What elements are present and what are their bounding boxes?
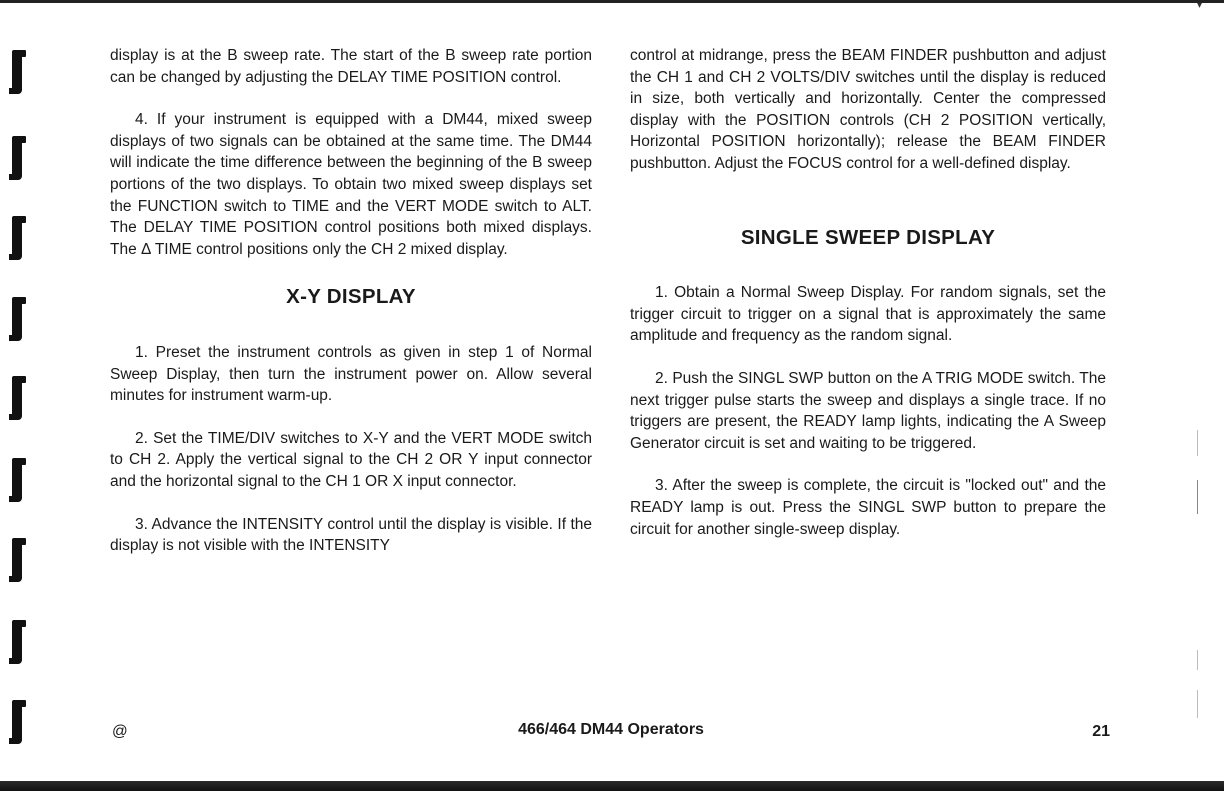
page-footer — [110, 720, 1112, 744]
paragraph-xy-step-2: 2. Set the TIME/DIV switches to X-Y and the VERT MODE switch to CH 2. Apply the vertical signal to the CH 2 OR Y input connector and the horizontal signal to the CH 1 OR X input connector. — [110, 429, 592, 490]
section-heading-single-sweep-display: SINGLE SWEEP DISPLAY — [740, 225, 996, 249]
binding-mark-icon — [12, 458, 22, 502]
footer-manual-title: 466/464 DM44 Operators — [518, 721, 704, 738]
bottom-border-rule — [0, 781, 1224, 791]
section-heading-xy-display: X-Y DISPLAY — [286, 285, 416, 309]
corner-mark-icon: ▾ — [1196, 0, 1202, 11]
paragraph-xy-step-1: 1. Preset the instrument controls as given in step 1 of Normal Sweep Display, then turn the instrument power on. Allow several minutes for instrument warm-up. — [110, 343, 592, 405]
edge-scratch-mark — [1197, 430, 1198, 456]
paragraph-continuation: display is at the B sweep rate. The start of the B sweep rate portion can be changed by adjusting the DELAY TIME POSITION control. — [110, 47, 592, 86]
binding-mark-icon — [12, 538, 22, 582]
paragraph-continuation-beam-finder: control at midrange, press the BEAM FINDER pushbutton and adjust the CH 1 and CH 2 VOLTS/DIV switches until the display is reduced in size, both vertically and horizontally. Center the compressed display with the POSITION controls (CH 2 POSITION vertically, Horizontal POSITION horizontally); release the BEAM FINDER pushbutton. Adjust the FOCUS control for a well-defined display. — [630, 47, 1106, 172]
binding-mark-icon — [12, 50, 22, 94]
binding-mark-icon — [12, 700, 22, 744]
binding-mark-icon — [12, 297, 22, 341]
right-text-column — [630, 45, 1106, 540]
edge-scratch-mark — [1197, 690, 1198, 718]
paragraph-single-sweep-step-2: 2. Push the SINGL SWP button on the A TRIG MODE switch. The next trigger pulse starts the sweep and displays a single trace. If no triggers are present, the READY lamp lights, indicating the A Sweep Generator circuit is set and waiting to be triggered. — [630, 369, 1106, 452]
paragraph-xy-step-3: 3. Advance the INTENSITY control until the display is visible. If the display is not visible with the INTENSITY — [110, 515, 592, 555]
binding-mark-icon — [12, 620, 22, 664]
paragraph-step-4-mixed-sweep: 4. If your instrument is equipped with a DM44, mixed sweep displays of two signals can be obtained at the same time. The DM44 will indicate the time difference between the beginning of the B sweep portions of the two displays. To obtain two mixed sweep displays set the FUNCTION switch to TIME and the VERT MODE switch to ALT. The DELAY TIME POSITION control positions both mixed displays. The Δ TIME control positions only the CH 2 mixed display. — [110, 111, 592, 258]
footer-symbol: @ — [112, 723, 128, 740]
binding-mark-icon — [12, 216, 22, 260]
left-text-column — [110, 45, 592, 557]
binding-mark-icon — [12, 136, 22, 180]
edge-scratch-mark — [1197, 650, 1198, 670]
paragraph-single-sweep-step-3: 3. After the sweep is complete, the circuit is "locked out" and the READY lamp is out. Press the SINGL SWP button to prepare the circuit for another single-sweep display. — [630, 477, 1106, 538]
top-border-rule — [0, 0, 1224, 3]
binding-mark-icon — [12, 376, 22, 420]
paragraph-single-sweep-step-1: 1. Obtain a Normal Sweep Display. For random signals, set the trigger circuit to trigger on a signal that is approximately the same amplitude and frequency as the random signal. — [630, 284, 1106, 345]
page-number: 21 — [1092, 723, 1110, 740]
edge-scratch-mark — [1197, 480, 1198, 514]
